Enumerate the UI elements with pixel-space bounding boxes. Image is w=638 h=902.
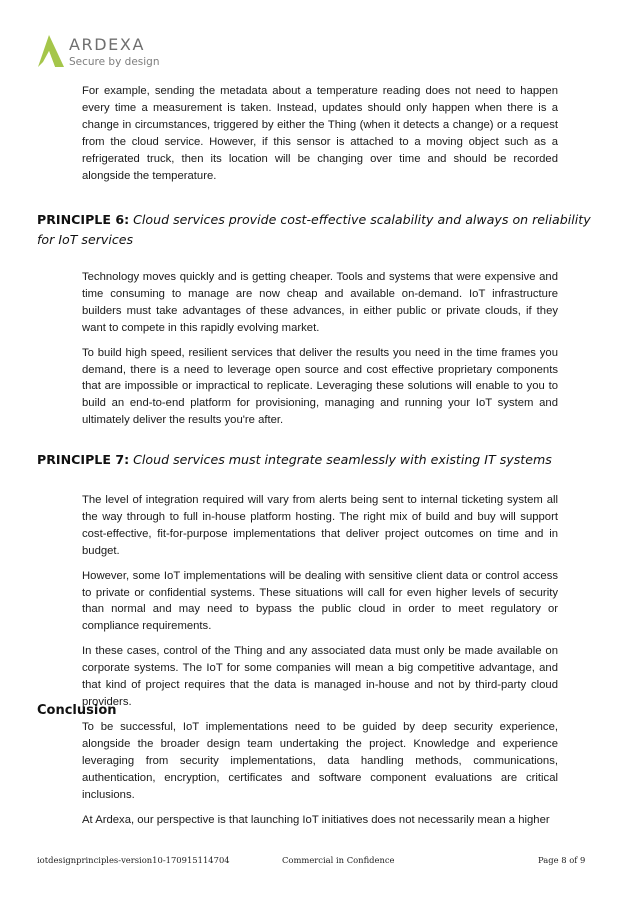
ardexa-logo <box>36 34 196 74</box>
paragraph: At Ardexa, our perspective is that launching IoT initiatives does not necessarily mean a higher <box>82 813 550 826</box>
brand-name: ARDEXA <box>69 35 145 54</box>
principle-7-heading <box>37 450 600 470</box>
footer-confidentiality: Commercial in Confidence <box>282 855 395 865</box>
footer-doc-id: iotdesignprinciples-version10-170915114704 <box>37 855 230 865</box>
principle-6-label: PRINCIPLE 6: <box>37 212 130 227</box>
ardexa-logo-icon <box>36 34 66 68</box>
paragraph: To be successful, IoT implementations need to be guided by deep security experience, alongside the broader design team undertaking the project. Knowledge and experience leveraging from security implementations, data handling methods, communications, authentication, encryption, certificates and software component evaluations are critical inclusions. <box>82 721 558 801</box>
paragraph: To build high speed, resilient services that deliver the results you need in the time frames you demand, there is a need to leverage open source and cost effective proprietary components that are impossible or impractical to replicate. Leveraging these solutions will enable to you to build an end-to-end platform for provisioning, managing and running your IoT system and ultimately deliver the results you're after. <box>82 346 558 427</box>
paragraph: Technology moves quickly and is getting cheaper. Tools and systems that were expensive and time consuming to manage are now cheap and available on-demand. IoT infrastructure builders must take advantages of these advances, in either public or private clouds, if they want to compete in this rapidly evolving market. <box>82 271 558 334</box>
paragraph: However, some IoT implementations will be dealing with sensitive client data or control access to private or confidential systems. These situations will call for even higher levels of security than normal and may need to bypass the public cloud in order to meet regulatory or compliance requirements. <box>82 569 558 633</box>
intro-paragraph: For example, sending the metadata about a temperature reading does not need to happen every time a measurement is taken. Instead, updates should only happen when there is a change in circumstances, triggered by either the Thing (when it detects a change) or a request from the cloud service. However, if this sensor is attached to a moving object such as a refrigerated truck, then its location will be changing over time and should be recorded alongside the temperature. <box>82 85 558 182</box>
principle-7-title: Cloud services must integrate seamlessly with existing IT systems <box>133 452 552 467</box>
paragraph: The level of integration required will vary from alerts being sent to internal ticketing system all the way through to full in-house platform hosting. The right mix of build and buy will support cost-effective, fit-for-purpose implementations that deliver project outcomes on time and in budget. <box>82 494 558 557</box>
paragraph: In these cases, control of the Thing and any associated data must only be made available on corporate systems. The IoT for some companies will mean a big competitive advantage, and that kind of project requires that the data is managed in-house and not by third-party cloud providers. <box>82 645 558 708</box>
principle-6-title: Cloud services provide cost-effective scalability and always on reliability for IoT services <box>37 212 591 247</box>
footer-page-number: Page 8 of 9 <box>538 855 586 865</box>
principle-6-body <box>82 269 558 437</box>
principle-7-label: PRINCIPLE 7: <box>37 452 130 467</box>
brand-tagline: Secure by design <box>69 56 160 68</box>
principle-6-heading <box>37 210 600 250</box>
principle-7-body <box>82 492 558 719</box>
conclusion-heading: Conclusion <box>37 703 117 718</box>
intro-section <box>82 83 558 192</box>
conclusion-body <box>82 719 558 836</box>
